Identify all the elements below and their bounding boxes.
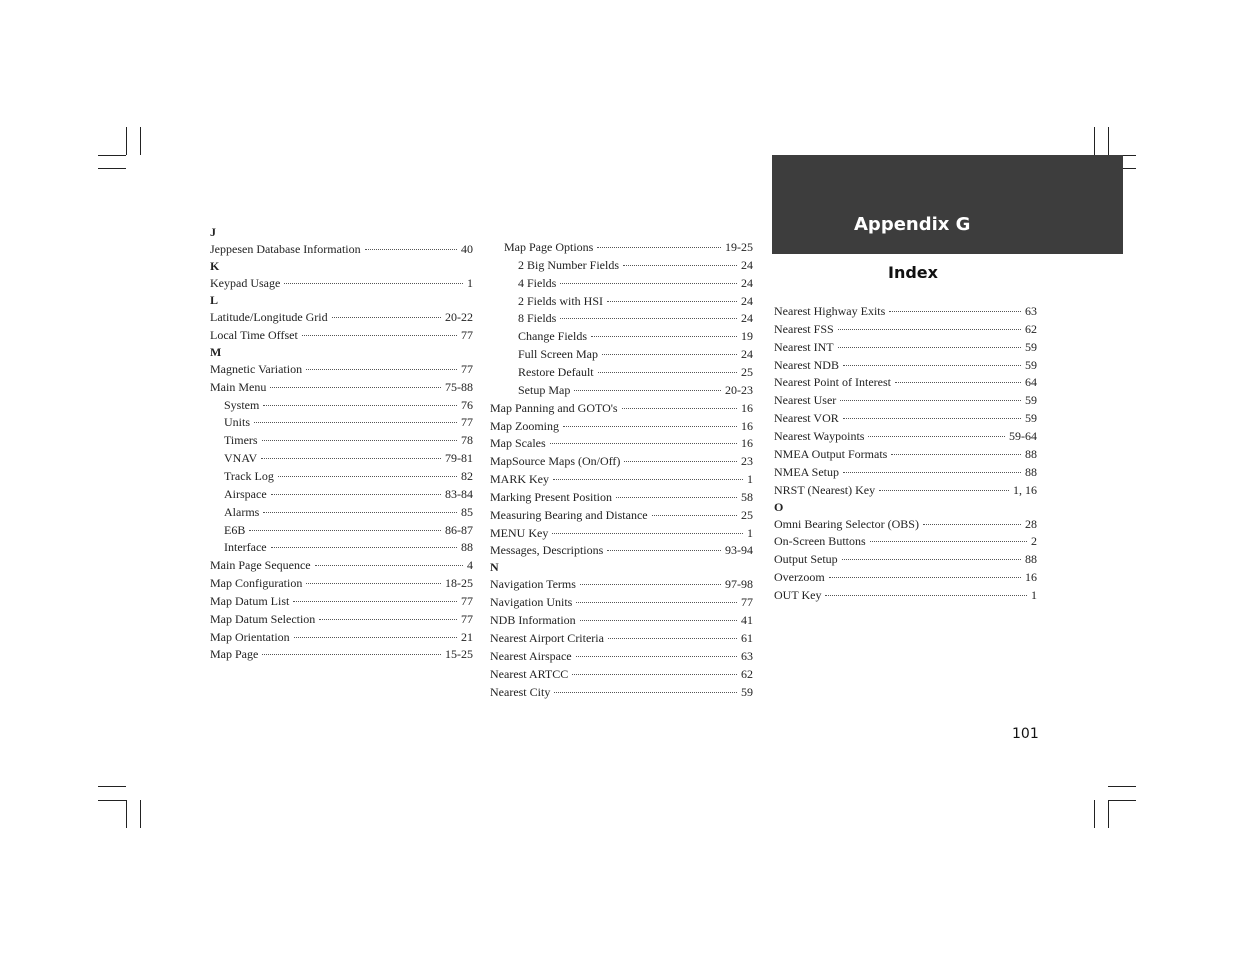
index-entry [518,310,753,326]
dot-leader [889,311,1021,312]
index-entry [490,612,753,628]
index-entry [490,418,753,434]
index-entry-page: 1 [467,276,473,290]
index-entry-page: 16 [741,436,753,451]
index-entry [224,468,473,484]
index-entry-label: Interface [224,540,267,555]
index-entry [490,630,753,646]
index-entry [224,432,473,448]
index-entry [210,646,473,662]
index-entry [490,435,753,451]
index-entry-page: 77 [461,593,473,608]
index-entry-page: 41 [741,613,753,628]
index-entry-label: Local Time Offset [210,327,298,342]
index-entry-page: 19 [741,329,753,344]
index-entry-page: 4 [467,558,473,573]
index-entry [774,482,1037,498]
dot-leader [261,458,441,459]
index-entry-label: Alarms [224,504,260,519]
index-entry-page: 59 [1025,411,1037,426]
index-entry-page: 24 [741,293,753,308]
index-entry-label: Nearest NDB [774,357,839,372]
index-entry-page: 59 [1025,357,1037,372]
index-entry [774,303,1037,319]
index-letter-heading: O [774,499,784,514]
index-entry-page: 83-84 [445,486,473,501]
dot-leader [293,601,457,602]
crop-mark [140,127,141,155]
index-entry [490,489,753,505]
index-entry [774,533,1037,549]
index-entry-label: Nearest Waypoints [774,428,865,443]
index-entry-page: 86-87 [445,522,473,537]
index-entry [210,593,473,609]
index-entry-page: 24 [741,347,753,362]
dot-leader [825,595,1027,596]
index-entry-page: 24 [741,311,753,326]
index-entry-label: Navigation Units [490,595,573,610]
dot-leader [315,565,463,566]
dot-leader [607,301,737,302]
dot-leader [622,408,737,409]
index-letter-heading: L [210,293,219,307]
index-entry [774,551,1037,567]
index-entry-label: Map Datum Selection [210,611,316,626]
index-entry-label: MARK Key [490,472,549,487]
index-entry-label: System [224,397,260,412]
index-entry-page: 24 [741,275,753,290]
index-entry-label: Overzoom [774,570,825,585]
index-entry-page: 77 [461,611,473,626]
index-entry [518,275,753,291]
index-entry-label: Setup Map [518,382,571,397]
index-entry-page: 88 [461,540,473,555]
index-entry [490,542,753,558]
index-entry [774,321,1037,337]
dot-leader [560,283,737,284]
crop-mark [126,800,127,828]
index-letter-heading: K [210,259,220,273]
index-entry-page: 64 [1025,375,1037,390]
index-entry-label: Map Page [210,647,259,662]
dot-leader [550,443,737,444]
index-entry-label: MENU Key [490,525,549,540]
dot-leader [294,637,457,638]
index-entry-label: Nearest Point of Interest [774,375,891,390]
index-entry [774,446,1037,462]
index-entry-label: On-Screen Buttons [774,534,866,549]
index-entry [774,569,1037,585]
index-entry-page: 77 [741,595,753,610]
dot-leader [306,369,457,370]
dot-leader [838,347,1021,348]
dot-leader [262,654,441,655]
dot-leader [879,490,1009,491]
index-entry [224,450,473,466]
index-entry-page: 76 [461,397,473,412]
index-entry-label: MapSource Maps (On/Off) [490,454,621,469]
dot-leader [563,426,737,427]
index-entry [518,346,753,362]
crop-mark [1094,127,1095,155]
dot-leader [598,372,737,373]
index-entry-label: Restore Default [518,364,594,379]
index-entry-page: 59 [741,684,753,699]
index-entry-label: Map Zooming [490,418,559,433]
index-entry [490,400,753,416]
index-entry-page: 16 [741,418,753,433]
dot-leader [843,472,1021,473]
index-entry-page: 1, 16 [1013,482,1037,497]
index-entry [774,339,1037,355]
dot-leader [271,547,457,548]
index-entry-page: 19-25 [725,240,753,254]
index-entry [490,507,753,523]
index-entry [224,539,473,555]
dot-leader [365,249,457,250]
dot-leader [576,602,737,603]
dot-leader [840,400,1021,401]
index-entry [224,522,473,538]
index-entry-label: Map Orientation [210,629,290,644]
dot-leader [895,382,1021,383]
index-entry-label: Map Page Options [504,240,594,254]
index-entry-label: Main Page Sequence [210,558,311,573]
index-entry-label: 4 Fields [518,275,557,290]
index-entry [774,428,1037,444]
index-entry-page: 59 [1025,339,1037,354]
index-entry-label: Main Menu [210,379,267,394]
dot-leader [608,638,737,639]
index-entry-page: 77 [461,415,473,430]
dot-leader [554,692,737,693]
index-entry-label: Navigation Terms [490,577,576,592]
index-entry-page: 62 [1025,321,1037,336]
index-entry-page: 1 [747,525,753,540]
crop-mark [1108,800,1136,801]
dot-leader [574,390,721,391]
dot-leader [284,283,463,284]
index-entry [210,275,473,291]
index-entry [210,327,473,343]
index-entry-page: 88 [1025,464,1037,479]
crop-mark [1108,127,1109,155]
index-entry-label: NRST (Nearest) Key [774,482,876,497]
index-entry-label: VNAV [224,451,258,466]
index-entry-label: 2 Big Number Fields [518,257,619,272]
index-entry-page: 61 [741,631,753,645]
dot-leader [302,335,457,336]
crop-mark [1108,800,1109,828]
index-entry-label: Marking Present Position [490,489,612,504]
index-entry-page: 16 [741,400,753,415]
index-entry-label: 2 Fields with HSI [518,293,604,308]
dot-leader [829,577,1021,578]
index-letter-heading: M [210,344,222,359]
index-entry-page: 63 [1025,304,1037,318]
dot-leader [262,440,457,441]
index-entry [490,471,753,487]
index-entry-page: 24 [741,257,753,272]
index-entry-page: 21 [461,629,473,644]
index-entry [490,594,753,610]
index-letter-heading: N [490,560,499,575]
index-entry-page: 78 [461,433,473,448]
index-entry [774,357,1037,373]
dot-leader [263,405,457,406]
index-entry-label: Track Log [224,468,274,483]
index-entry-page: 25 [741,507,753,522]
dot-leader [580,620,737,621]
dot-leader [868,436,1005,437]
dot-leader [602,354,737,355]
index-entry-label: Map Configuration [210,576,303,591]
dot-leader [306,583,441,584]
index-entry-page: 88 [1025,446,1037,461]
index-entry-page: 97-98 [725,577,753,592]
dot-leader [607,550,721,551]
index-entry-page: 15-25 [445,647,473,662]
index-entry [774,374,1037,390]
crop-mark [126,127,127,155]
index-entry [210,557,473,573]
index-entry-label: Nearest VOR [774,411,839,426]
dot-leader [580,584,721,585]
index-entry-label: 8 Fields [518,311,557,326]
index-entry-page: 40 [461,242,473,256]
index-entry-page: 79-81 [445,451,473,466]
index-entry [490,684,753,700]
index-entry [224,414,473,430]
index-entry [518,364,753,380]
index-entry-label: Change Fields [518,329,587,344]
dot-leader [560,318,737,319]
index-entry-label: Nearest Highway Exits [774,304,886,318]
index-entry-label: Nearest Airport Criteria [490,631,604,645]
index-entry-label: NMEA Output Formats [774,446,888,461]
dot-leader [843,418,1021,419]
index-entry [210,361,473,377]
dot-leader [843,365,1021,366]
index-entry-page: 1 [1031,587,1037,602]
dot-leader [652,515,737,516]
crop-mark [1094,800,1095,828]
index-entry-page: 93-94 [725,543,753,558]
index-entry-page: 59 [1025,393,1037,408]
dot-leader [838,329,1021,330]
dot-leader [891,454,1021,455]
dot-leader [576,656,737,657]
crop-mark [140,800,141,828]
dot-leader [552,533,743,534]
dot-leader [271,494,441,495]
index-entry-label: Nearest INT [774,339,834,354]
index-entry-label: Nearest Airspace [490,648,572,663]
index-entry-label: Nearest ARTCC [490,666,569,681]
crop-mark [98,155,126,156]
index-entry [518,257,753,273]
dot-leader [319,619,457,620]
page-number: 101 [1012,726,1039,742]
index-entry-label: Omni Bearing Selector (OBS) [774,516,919,531]
index-entry-page: 77 [461,327,473,342]
index-entry [774,516,1037,532]
index-entry-page: 58 [741,489,753,504]
index-entry [210,629,473,645]
dot-leader [270,387,441,388]
dot-leader [278,476,457,477]
index-entry-page: 82 [461,468,473,483]
index-entry-page: 18-25 [445,576,473,591]
crop-mark [98,168,126,169]
index-entry [518,293,753,309]
appendix-title: Appendix G [854,214,971,235]
index-entry-label: Map Datum List [210,593,290,608]
index-entry-label: OUT Key [774,587,822,602]
index-entry [774,392,1037,408]
dot-leader [842,559,1021,560]
crop-mark [1108,786,1136,787]
index-entry-page: 2 [1031,534,1037,549]
index-entry [774,464,1037,480]
index-entry [490,648,753,664]
index-entry-label: Keypad Usage [210,276,281,290]
index-entry [518,328,753,344]
dot-leader [624,461,737,462]
index-entry [210,379,473,395]
index-entry-label: Map Panning and GOTO's [490,400,618,415]
index-entry [224,486,473,502]
index-entry [774,587,1037,603]
index-entry-label: Measuring Bearing and Distance [490,507,648,522]
index-entry [504,239,753,255]
index-entry-label: Timers [224,433,258,448]
dot-leader [616,497,737,498]
index-entry-label: Magnetic Variation [210,361,303,376]
index-entry-page: 25 [741,364,753,379]
dot-leader [572,674,737,675]
index-entry-label: NMEA Setup [774,464,840,479]
index-entry-label: Airspace [224,486,267,501]
index-entry [210,575,473,591]
dot-leader [553,479,743,480]
index-entry [224,504,473,520]
index-entry-label: Messages, Descriptions [490,543,604,558]
index-entry-page: 75-88 [445,379,473,394]
index-entry-page: 28 [1025,516,1037,531]
index-entry-page: 23 [741,454,753,469]
index-entry-page: 77 [461,361,473,376]
dot-leader [254,422,457,423]
index-entry-label: Output Setup [774,552,838,567]
index-entry-page: 59-64 [1009,428,1037,443]
index-entry-label: Nearest User [774,393,837,408]
index-entry [224,397,473,413]
index-entry-label: Map Scales [490,436,546,451]
index-entry-page: 88 [1025,552,1037,567]
dot-leader [332,317,441,318]
index-entry [518,382,753,398]
index-letter-heading: J [210,225,216,239]
dot-leader [597,247,721,248]
index-entry-label: Nearest FSS [774,321,834,336]
dot-leader [923,524,1021,525]
dot-leader [263,512,457,513]
index-entry-label: Units [224,415,251,430]
dot-leader [870,541,1027,542]
index-entry-page: 20-22 [445,310,473,324]
dot-leader [591,336,737,337]
index-entry [490,453,753,469]
index-entry [210,241,473,257]
index-entry-page: 85 [461,504,473,519]
index-entry-page: 16 [1025,570,1037,585]
index-entry [774,410,1037,426]
index-entry-page: 62 [741,666,753,681]
index-entry-label: Latitude/Longitude Grid [210,310,328,324]
index-entry [490,525,753,541]
index-entry [210,309,473,325]
index-entry [490,576,753,592]
dot-leader [249,530,441,531]
appendix-header-bar [772,155,1123,254]
index-entry [490,666,753,682]
index-entry-label: Nearest City [490,684,551,699]
crop-mark [98,800,126,801]
index-entry-page: 20-23 [725,382,753,397]
section-title: Index [888,263,938,282]
index-entry-label: E6B [224,522,246,537]
index-entry-label: Full Screen Map [518,347,598,362]
index-entry-label: Jeppesen Database Information [210,242,361,256]
crop-mark [98,786,126,787]
index-entry-page: 1 [747,472,753,487]
index-entry [210,611,473,627]
dot-leader [623,265,737,266]
index-entry-page: 63 [741,648,753,663]
index-entry-label: NDB Information [490,613,576,628]
